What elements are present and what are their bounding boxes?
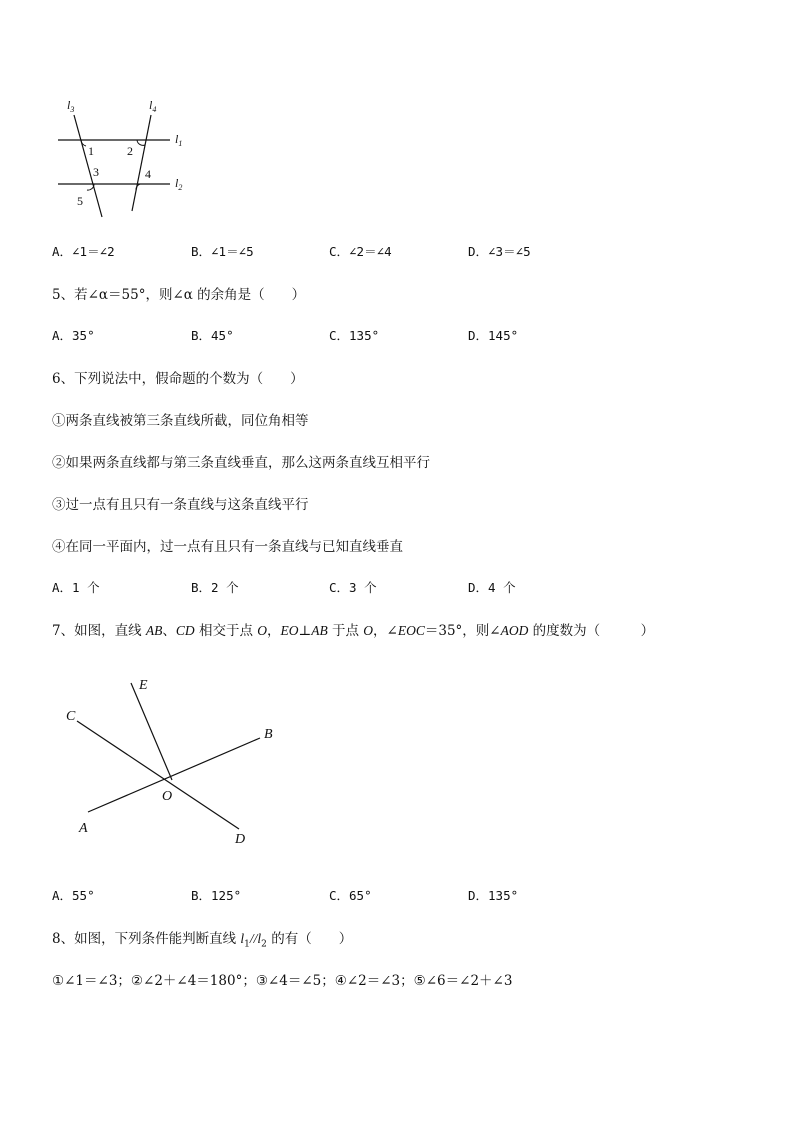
q6-option-a: A．1 个 [52,580,100,595]
q6-stem: 6、下列说法中，假命题的个数为（ ） [52,371,304,387]
q7-option-b: B．125° [191,888,242,903]
angle-arc-2 [137,140,145,145]
q5-option-b: B．45° [191,328,234,343]
label-angle-5: 5 [77,194,83,208]
q6-option-d: D．4 个 [468,580,516,595]
label-angle-4: 4 [145,167,151,181]
q5-option-d: D．145° [468,328,519,343]
q6-statement-4: ④在同一平面内，过一点有且只有一条直线与已知直线垂直 [52,539,403,555]
q4-figure [50,95,200,225]
label-angle-3: 3 [93,165,99,179]
q6-statement-3: ③过一点有且只有一条直线与这条直线平行 [52,497,309,513]
label-l2: $l_2$ [175,176,183,192]
point-label-e: E [139,678,148,693]
q7-stem: 7、如图，直线 AB、CD 相交于点 O，EO⊥AB 于点 O，∠EOC＝35°，则∠AOD 的度数为（ ） [52,623,655,639]
q7-option-c: C．65° [329,888,372,903]
q4-option-a: A．∠1＝∠2 [52,244,115,259]
point-label-b: B [264,727,273,742]
line-cd [77,721,239,829]
q8-stem: 8、如图，下列条件能判断直线 $l_1//l_2$ 的有（ ） [52,931,353,950]
q7-option-d: D．135° [468,888,519,903]
point-label-a: A [79,821,88,836]
label-l1: $l_1$ [175,132,183,148]
q6-statement-2: ②如果两条直线都与第三条直线垂直，那么这两条直线互相平行 [52,455,430,471]
label-l4: $l_4$ [149,98,157,114]
q5-option-a: A．35° [52,328,95,343]
q4-option-b: B．∠1＝∠5 [191,244,254,259]
point-label-c: C [66,709,76,724]
q5-stem: 5、若∠α＝55°，则∠α 的余角是（ ） [52,287,306,303]
label-angle-2: 2 [127,144,133,158]
line-ab [88,738,260,812]
q8-conditions: ①∠1＝∠3；②∠2＋∠4＝180°；③∠4＝∠5；④∠2＝∠3；⑤∠6＝∠2＋∠3 [52,973,513,989]
q6-option-b: B．2 个 [191,580,239,595]
point-label-d: D [235,832,246,847]
label-l3: $l_3$ [67,98,75,114]
q4-option-d: D．∠3＝∠5 [468,244,531,259]
line-l4 [132,115,151,211]
q6-statement-1: ①两条直线被第三条直线所截，同位角相等 [52,413,309,429]
point-label-o: O [162,789,173,804]
q7-figure [55,665,295,855]
q4-option-c: C．∠2＝∠4 [329,244,392,259]
q5-option-c: C．135° [329,328,380,343]
q7-option-a: A．55° [52,888,95,903]
label-angle-1: 1 [88,144,94,158]
q6-option-c: C．3 个 [329,580,377,595]
ray-oe [131,683,172,780]
